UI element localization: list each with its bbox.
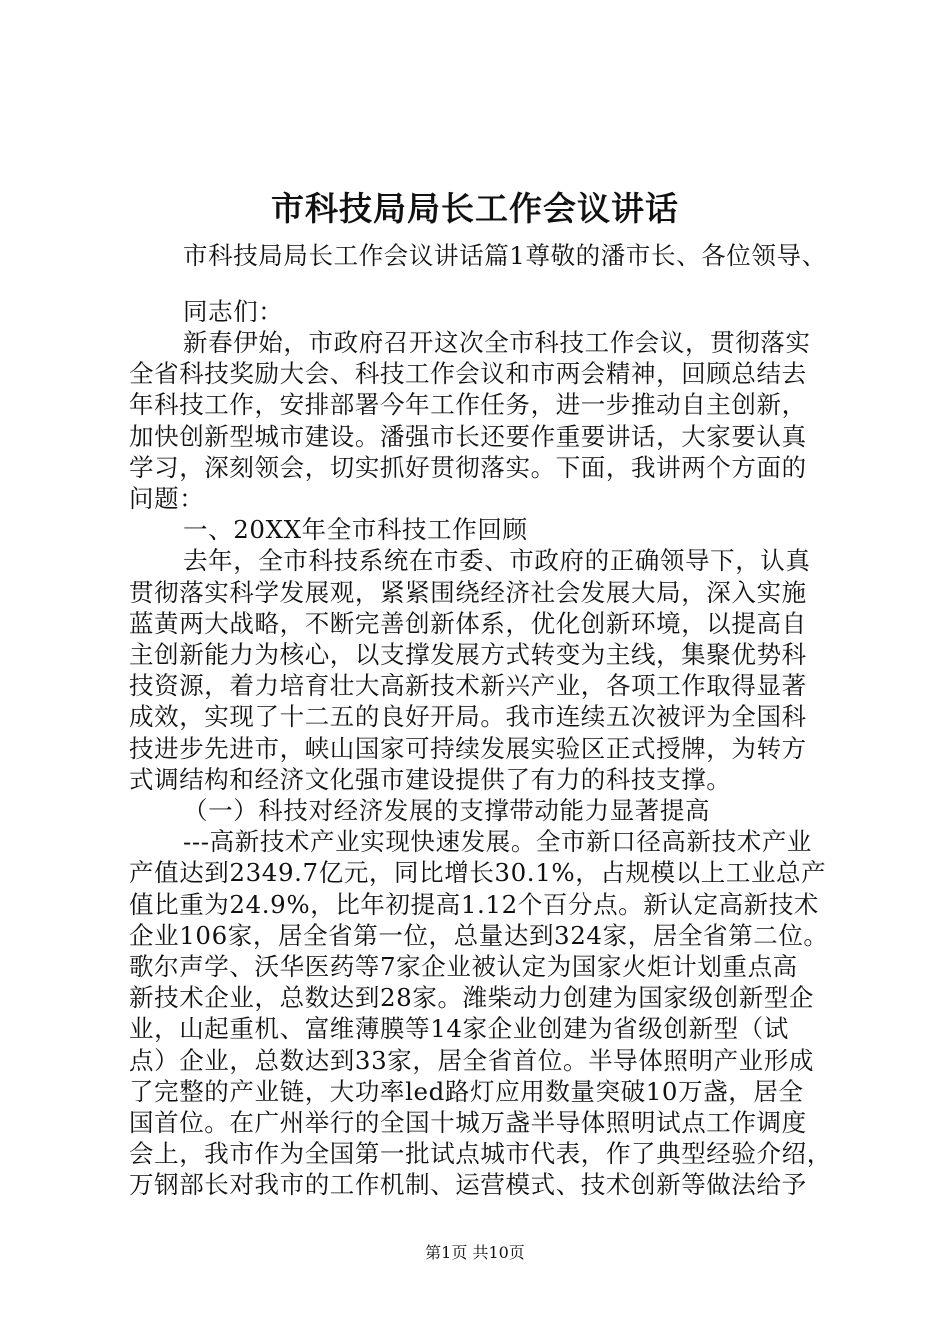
paragraph-line: 主创新能力为核心，以支撑发展方式转变为主线，集聚优势科	[129, 640, 807, 669]
paragraph-line: 年科技工作，安排部署今年工作任务，进一步推动自主创新，	[129, 390, 807, 419]
paragraph-line: 了完整的产业链，大功率led路灯应用数量突破10万盏，居全	[129, 1077, 804, 1106]
paragraph-line: 全省科技奖励大会、科技工作会议和市两会精神，回顾总结去	[129, 359, 807, 388]
paragraph-line: 成效，实现了十二五的良好开局。我市连续五次被评为全国科	[129, 702, 807, 731]
paragraph-line: 去年，全市科技系统在市委、市政府的正确领导下，认真	[183, 546, 811, 575]
paragraph-line: 歌尔声学、沃华医药等7家企业被认定为国家火炬计划重点高	[129, 952, 798, 981]
paragraph-line: 问题：	[129, 484, 205, 513]
paragraph-line: 新技术企业，总数达到28家。潍柴动力创建为国家级创新型企	[129, 983, 814, 1012]
paragraph-line: 技资源，着力培育壮大高新技术新兴产业，各项工作取得显著	[129, 671, 807, 700]
paragraph-line: 国首位。在广州举行的全国十城万盏半导体照明试点工作调度	[129, 1108, 807, 1137]
paragraph-line: 同志们：	[183, 297, 284, 326]
paragraph-line: 值比重为24.9%，比年初提高1.12个百分点。新认定高新技术	[129, 890, 819, 919]
paragraph-line: 学习，深刻领会，切实抓好贯彻落实。下面，我讲两个方面的	[129, 453, 807, 482]
paragraph-line: 市科技局局长工作会议讲话篇1尊敬的潘市长、各位领导、	[183, 241, 827, 270]
paragraph-line: 式调结构和经济文化强市建设提供了有力的科技支撑。	[129, 765, 732, 794]
paragraph-line: 产值达到2349.7亿元，同比增长30.1%，占规模以上工业总产	[129, 858, 827, 887]
paragraph-line: 点）企业，总数达到33家，居全省首位。半导体照明产业形成	[129, 1046, 814, 1075]
paragraph-line: 企业106家，居全省第一位，总量达到324家，居全省第二位。	[129, 921, 829, 950]
paragraph-line: 贯彻落实科学发展观，紧紧围绕经济社会发展大局，深入实施	[129, 578, 807, 607]
paragraph-line: 技进步先进市，峡山国家可持续发展实验区正式授牌，为转方	[129, 734, 807, 763]
document-title: 市科技局局长工作会议讲话	[271, 189, 679, 228]
paragraph-line: 蓝黄两大战略，不断完善创新体系，优化创新环境，以提高自	[129, 609, 807, 638]
paragraph-line: ---高新技术产业实现快速发展。全市新口径高新技术产业	[183, 827, 813, 856]
subsection-heading: （一）科技对经济发展的支撑带动能力显著提高	[183, 796, 711, 825]
section-heading: 一、20XX年全市科技工作回顾	[183, 515, 528, 544]
paragraph-line: 会上，我市作为全国第一批试点城市代表，作了典型经验介绍，	[129, 1139, 832, 1168]
paragraph-line: 加快创新型城市建设。潘强市长还要作重要讲话，大家要认真	[129, 422, 807, 451]
paragraph-line: 新春伊始，市政府召开这次全市科技工作会议，贯彻落实	[183, 328, 811, 357]
page-number-footer: 第1页 共10页	[425, 1243, 525, 1262]
paragraph-line: 万钢部长对我市的工作机制、运营模式、技术创新等做法给予	[129, 1170, 807, 1199]
paragraph-line: 业，山起重机、富维薄膜等14家企业创建为省级创新型（试	[129, 1014, 789, 1043]
